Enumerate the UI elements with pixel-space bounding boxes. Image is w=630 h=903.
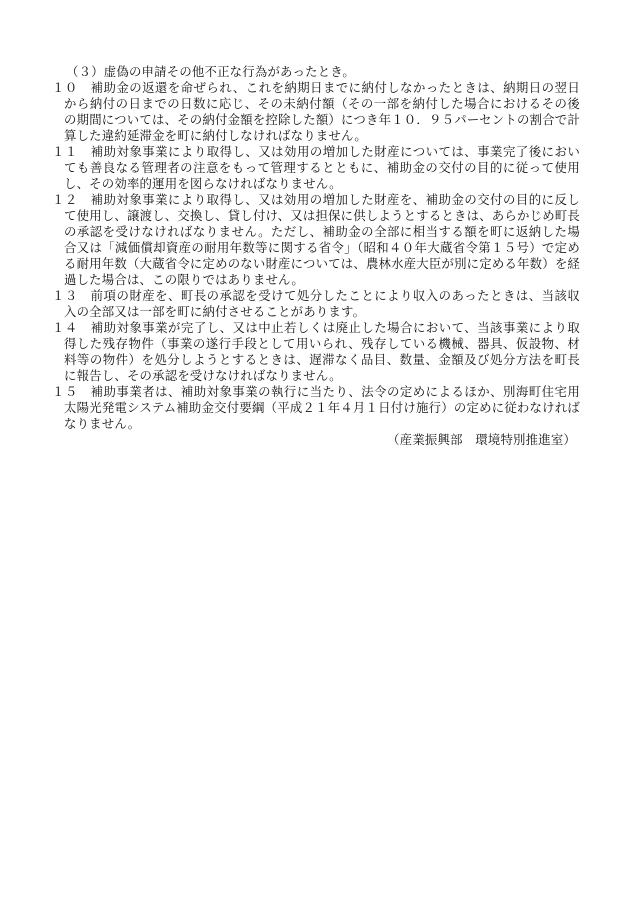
- clause-12-property-disposal: [52, 192, 580, 288]
- clause-text: 補助対象事業により取得し、又は効用の増加した財産については、事業完了後においても善良なる管理者の注意をもって管理するとともに、補助金の交付の目的に従って使用し、その効率的運用を図らなければなりません。: [64, 144, 580, 191]
- clause-10-refund-penalty: [52, 80, 580, 144]
- clause-text: 補助対象事業により取得し、又は効用の増加した財産を、補助金の交付の目的に反して使用し、譲渡し、交換し、貸し付け、又は担保に供しようとするときは、あらかじめ町長の承認を受けなければなりません。ただし、補助金の全部に相当する額を町に返納した場合又は「減価償却資産の耐用年数等に関する省令」（昭和４０年大蔵省令第１５号）で定める耐用年数（大蔵省令に定めのない財産については、農林水産大臣が別に定める年数）を経過した場合は、この限りではありません。: [64, 192, 580, 287]
- clause-text: 補助対象事業が完了し、又は中止若しくは廃止した場合において、当該事業により取得した残存物件（事業の遂行手段として用いられ、残存している機械、器具、仮設物、材料等の物件）を処分しようとするときは、遅滞なく品目、数量、金額及び処分方法を町長に報告し、その承認を受けなければなりません。: [64, 320, 580, 383]
- clause-number: （３）: [66, 64, 104, 79]
- clause-15-compliance: [52, 384, 580, 432]
- clause-text: 補助金の返還を命ぜられ、これを納期日までに納付しなかったときは、納期日の翌日から納付の日までの日数に応じ、その未納付額（その一部を納付した場合におけるその後の期間については、その納付金額を控除した額）につき年１０．９５パーセントの割合で計算した違約延滞金を町に納付しなければなりません。: [64, 80, 580, 143]
- clause-number: １３: [52, 288, 78, 303]
- clause-number: １４: [52, 320, 78, 335]
- clause-11-property-management: [52, 144, 580, 192]
- department-signature: （産業振興部 環境特別推進室）: [387, 432, 576, 447]
- clause-number: １２: [52, 192, 78, 207]
- clause-text: 前項の財産を、町長の承認を受けて処分したことにより収入のあったときは、当該収入の全部又は一部を町に納付させることがあります。: [64, 288, 580, 319]
- document-body: [52, 64, 580, 460]
- clause-14-residual-property: [52, 320, 580, 384]
- clause-number: １１: [52, 144, 78, 159]
- clause-text: 補助事業者は、補助対象事業の執行に当たり、法令の定めによるほか、別海町住宅用太陽光発電システム補助金交付要綱（平成２１年４月１日付け施行）の定めに従わなければなりません。: [64, 384, 580, 431]
- clause-number: １５: [52, 384, 78, 399]
- clause-13-disposal-income: [52, 288, 580, 320]
- clause-number: １０: [52, 80, 78, 95]
- clause-text: 虚偽の申請その他不正な行為があったとき。: [103, 64, 355, 79]
- clause-3-false-application: [52, 64, 580, 80]
